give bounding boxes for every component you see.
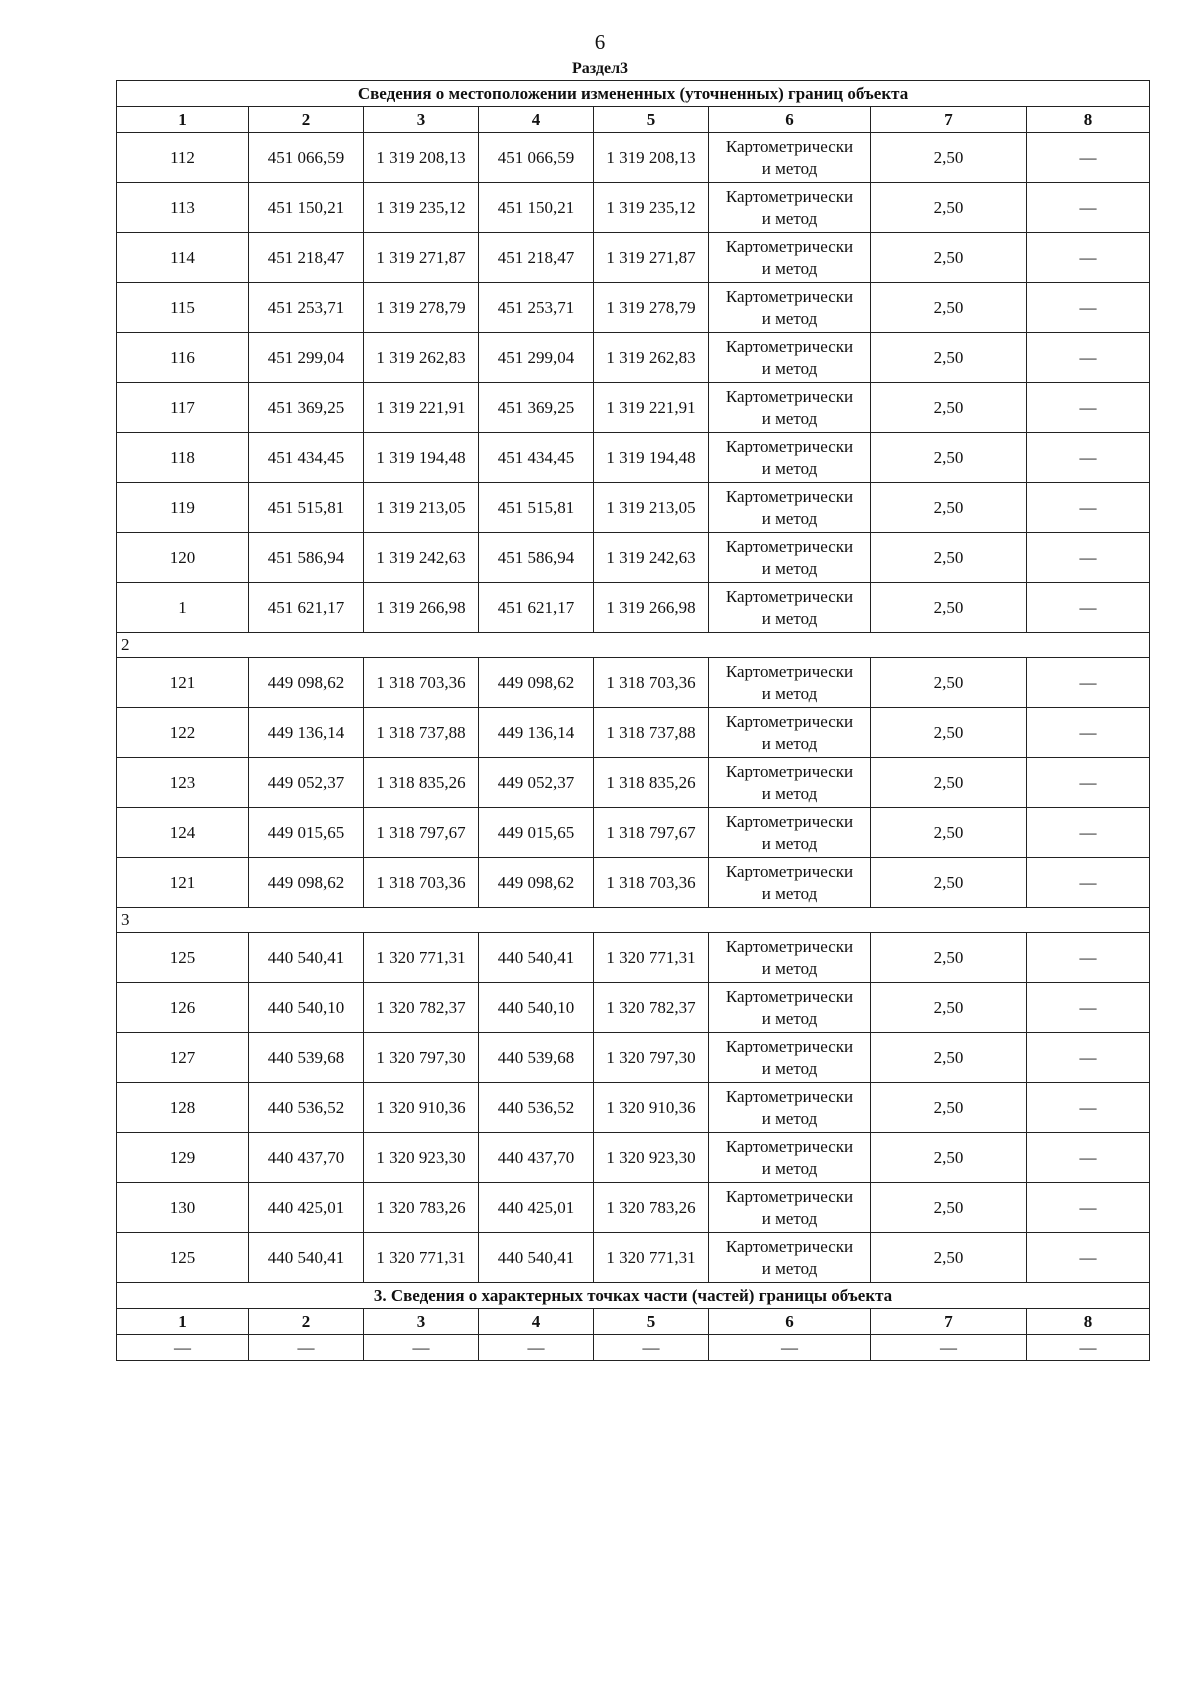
contour-group-row xyxy=(117,633,1150,658)
cell-x-existing: 440 437,70 xyxy=(249,1133,364,1183)
cell-point-number: 125 xyxy=(117,933,249,983)
cell-x-existing: 451 066,59 xyxy=(249,133,364,183)
cell-description: — xyxy=(1027,483,1150,533)
cell-y-existing: 1 318 703,36 xyxy=(364,658,479,708)
cell-point-number: 120 xyxy=(117,533,249,583)
contour-number: 3 xyxy=(117,908,1150,933)
column-header: 7 xyxy=(871,1309,1027,1335)
column-header: 1 xyxy=(117,1309,249,1335)
column-header: 1 xyxy=(117,107,249,133)
cell-accuracy: 2,50 xyxy=(871,183,1027,233)
cell-x-existing: 451 515,81 xyxy=(249,483,364,533)
table-row xyxy=(117,1033,1150,1083)
cell-description: — xyxy=(1027,133,1150,183)
cell-x-new: 451 066,59 xyxy=(479,133,594,183)
cell-x-new: 451 218,47 xyxy=(479,233,594,283)
empty-cell: — xyxy=(479,1335,594,1361)
cell-description: — xyxy=(1027,233,1150,283)
cell-method: Картометрически и метод xyxy=(709,858,871,908)
cell-point-number: 121 xyxy=(117,858,249,908)
cell-y-existing: 1 320 771,31 xyxy=(364,933,479,983)
cell-description: — xyxy=(1027,708,1150,758)
cell-x-new: 440 540,41 xyxy=(479,1233,594,1283)
cell-point-number: 114 xyxy=(117,233,249,283)
cell-y-new: 1 319 266,98 xyxy=(594,583,709,633)
table-row xyxy=(117,533,1150,583)
cell-y-existing: 1 320 771,31 xyxy=(364,1233,479,1283)
cell-y-new: 1 320 783,26 xyxy=(594,1183,709,1233)
empty-cell: — xyxy=(871,1335,1027,1361)
cell-point-number: 123 xyxy=(117,758,249,808)
cell-method: Картометрически и метод xyxy=(709,708,871,758)
cell-method: Картометрически и метод xyxy=(709,233,871,283)
cell-y-existing: 1 320 783,26 xyxy=(364,1183,479,1233)
cell-point-number: 115 xyxy=(117,283,249,333)
table-row xyxy=(117,1133,1150,1183)
cell-method: Картометрически и метод xyxy=(709,583,871,633)
cell-y-existing: 1 319 221,91 xyxy=(364,383,479,433)
cell-y-existing: 1 319 271,87 xyxy=(364,233,479,283)
cell-accuracy: 2,50 xyxy=(871,983,1027,1033)
cell-x-new: 440 540,41 xyxy=(479,933,594,983)
cell-method: Картометрически и метод xyxy=(709,483,871,533)
cell-x-new: 451 621,17 xyxy=(479,583,594,633)
cell-x-new: 451 586,94 xyxy=(479,533,594,583)
cell-x-new: 449 052,37 xyxy=(479,758,594,808)
cell-accuracy: 2,50 xyxy=(871,233,1027,283)
cell-x-new: 451 515,81 xyxy=(479,483,594,533)
cell-y-new: 1 319 208,13 xyxy=(594,133,709,183)
cell-method: Картометрически и метод xyxy=(709,433,871,483)
cell-method: Картометрически и метод xyxy=(709,933,871,983)
cell-y-new: 1 320 771,31 xyxy=(594,933,709,983)
subsection-caption: 3. Сведения о характерных точках части (частей) границы объекта xyxy=(117,1283,1150,1309)
cell-x-existing: 440 540,41 xyxy=(249,1233,364,1283)
contour-group-row xyxy=(117,908,1150,933)
column-header: 2 xyxy=(249,107,364,133)
column-header: 7 xyxy=(871,107,1027,133)
cell-x-new: 451 434,45 xyxy=(479,433,594,483)
cell-y-new: 1 318 703,36 xyxy=(594,658,709,708)
cell-x-new: 440 539,68 xyxy=(479,1033,594,1083)
cell-x-existing: 449 015,65 xyxy=(249,808,364,858)
column-header: 4 xyxy=(479,1309,594,1335)
cell-x-existing: 440 540,41 xyxy=(249,933,364,983)
cell-y-existing: 1 319 266,98 xyxy=(364,583,479,633)
column-header: 8 xyxy=(1027,1309,1150,1335)
cell-y-new: 1 318 835,26 xyxy=(594,758,709,808)
cell-y-new: 1 319 194,48 xyxy=(594,433,709,483)
cell-point-number: 113 xyxy=(117,183,249,233)
cell-accuracy: 2,50 xyxy=(871,1183,1027,1233)
table-row xyxy=(117,758,1150,808)
cell-description: — xyxy=(1027,1033,1150,1083)
cell-method: Картометрически и метод xyxy=(709,133,871,183)
empty-cell: — xyxy=(364,1335,479,1361)
cell-x-existing: 449 098,62 xyxy=(249,658,364,708)
column-header: 6 xyxy=(709,1309,871,1335)
cell-description: — xyxy=(1027,1183,1150,1233)
cell-x-new: 449 098,62 xyxy=(479,858,594,908)
cell-y-existing: 1 320 923,30 xyxy=(364,1133,479,1183)
cell-x-new: 449 136,14 xyxy=(479,708,594,758)
column-header: 4 xyxy=(479,107,594,133)
cell-accuracy: 2,50 xyxy=(871,133,1027,183)
cell-accuracy: 2,50 xyxy=(871,758,1027,808)
cell-y-existing: 1 319 194,48 xyxy=(364,433,479,483)
subsection-caption-row xyxy=(117,1283,1150,1309)
cell-method: Картометрически и метод xyxy=(709,383,871,433)
cell-x-existing: 440 540,10 xyxy=(249,983,364,1033)
column-header-row xyxy=(117,107,1150,133)
cell-description: — xyxy=(1027,433,1150,483)
cell-method: Картометрически и метод xyxy=(709,1183,871,1233)
cell-x-new: 440 540,10 xyxy=(479,983,594,1033)
cell-accuracy: 2,50 xyxy=(871,333,1027,383)
cell-y-new: 1 320 910,36 xyxy=(594,1083,709,1133)
cell-y-new: 1 320 797,30 xyxy=(594,1033,709,1083)
cell-y-new: 1 320 771,31 xyxy=(594,1233,709,1283)
cell-x-existing: 451 434,45 xyxy=(249,433,364,483)
column-header: 3 xyxy=(364,1309,479,1335)
column-header: 2 xyxy=(249,1309,364,1335)
subsection-row xyxy=(117,1335,1150,1361)
empty-cell: — xyxy=(594,1335,709,1361)
cell-y-existing: 1 320 910,36 xyxy=(364,1083,479,1133)
table-row xyxy=(117,858,1150,908)
cell-method: Картометрически и метод xyxy=(709,183,871,233)
cell-y-new: 1 320 782,37 xyxy=(594,983,709,1033)
cell-accuracy: 2,50 xyxy=(871,858,1027,908)
cell-x-existing: 451 253,71 xyxy=(249,283,364,333)
cell-x-new: 440 437,70 xyxy=(479,1133,594,1183)
table-row xyxy=(117,808,1150,858)
cell-x-existing: 451 299,04 xyxy=(249,333,364,383)
cell-description: — xyxy=(1027,283,1150,333)
cell-x-existing: 451 218,47 xyxy=(249,233,364,283)
table-row xyxy=(117,283,1150,333)
cell-x-new: 449 098,62 xyxy=(479,658,594,708)
table-row xyxy=(117,583,1150,633)
cell-y-new: 1 319 221,91 xyxy=(594,383,709,433)
cell-description: — xyxy=(1027,383,1150,433)
contour-number: 2 xyxy=(117,633,1150,658)
cell-description: — xyxy=(1027,183,1150,233)
cell-point-number: 122 xyxy=(117,708,249,758)
cell-y-new: 1 319 271,87 xyxy=(594,233,709,283)
table-row xyxy=(117,658,1150,708)
cell-accuracy: 2,50 xyxy=(871,1133,1027,1183)
cell-description: — xyxy=(1027,658,1150,708)
column-header: 8 xyxy=(1027,107,1150,133)
table-row xyxy=(117,933,1150,983)
cell-method: Картометрически и метод xyxy=(709,1033,871,1083)
cell-y-new: 1 318 737,88 xyxy=(594,708,709,758)
cell-description: — xyxy=(1027,583,1150,633)
cell-accuracy: 2,50 xyxy=(871,708,1027,758)
cell-accuracy: 2,50 xyxy=(871,533,1027,583)
cell-description: — xyxy=(1027,333,1150,383)
cell-accuracy: 2,50 xyxy=(871,1233,1027,1283)
empty-cell: — xyxy=(117,1335,249,1361)
cell-accuracy: 2,50 xyxy=(871,383,1027,433)
cell-y-existing: 1 319 208,13 xyxy=(364,133,479,183)
cell-point-number: 125 xyxy=(117,1233,249,1283)
cell-y-existing: 1 318 703,36 xyxy=(364,858,479,908)
cell-x-existing: 440 539,68 xyxy=(249,1033,364,1083)
cell-x-new: 451 369,25 xyxy=(479,383,594,433)
table-row xyxy=(117,333,1150,383)
cell-y-existing: 1 319 242,63 xyxy=(364,533,479,583)
table-caption: Сведения о местоположении измененных (уточненных) границ объекта xyxy=(117,81,1150,107)
cell-accuracy: 2,50 xyxy=(871,433,1027,483)
cell-point-number: 126 xyxy=(117,983,249,1033)
section-title: Раздел3 xyxy=(571,60,629,77)
cell-point-number: 129 xyxy=(117,1133,249,1183)
cell-point-number: 1 xyxy=(117,583,249,633)
cell-point-number: 112 xyxy=(117,133,249,183)
cell-description: — xyxy=(1027,533,1150,583)
cell-accuracy: 2,50 xyxy=(871,583,1027,633)
cell-y-existing: 1 319 213,05 xyxy=(364,483,479,533)
table-row xyxy=(117,233,1150,283)
cell-y-existing: 1 319 278,79 xyxy=(364,283,479,333)
cell-y-new: 1 319 242,63 xyxy=(594,533,709,583)
cell-x-new: 440 536,52 xyxy=(479,1083,594,1133)
cell-point-number: 119 xyxy=(117,483,249,533)
cell-x-existing: 440 536,52 xyxy=(249,1083,364,1133)
cell-description: — xyxy=(1027,758,1150,808)
cell-method: Картометрически и метод xyxy=(709,283,871,333)
cell-y-new: 1 319 262,83 xyxy=(594,333,709,383)
table-row xyxy=(117,1083,1150,1133)
cell-method: Картометрически и метод xyxy=(709,333,871,383)
cell-x-existing: 451 150,21 xyxy=(249,183,364,233)
cell-x-existing: 451 621,17 xyxy=(249,583,364,633)
cell-point-number: 121 xyxy=(117,658,249,708)
table-row xyxy=(117,433,1150,483)
cell-accuracy: 2,50 xyxy=(871,808,1027,858)
table-caption-row xyxy=(117,81,1150,107)
cell-description: — xyxy=(1027,1083,1150,1133)
empty-cell: — xyxy=(1027,1335,1150,1361)
column-header: 5 xyxy=(594,1309,709,1335)
cell-point-number: 124 xyxy=(117,808,249,858)
table-row xyxy=(117,133,1150,183)
cell-method: Картометрически и метод xyxy=(709,808,871,858)
table-row xyxy=(117,983,1150,1033)
cell-x-new: 451 253,71 xyxy=(479,283,594,333)
table-row xyxy=(117,183,1150,233)
cell-y-new: 1 320 923,30 xyxy=(594,1133,709,1183)
cell-method: Картометрически и метод xyxy=(709,1133,871,1183)
cell-method: Картометрически и метод xyxy=(709,658,871,708)
page-number: 6 xyxy=(594,30,606,54)
cell-description: — xyxy=(1027,1233,1150,1283)
table-row xyxy=(117,1233,1150,1283)
cell-point-number: 130 xyxy=(117,1183,249,1233)
cell-y-existing: 1 318 737,88 xyxy=(364,708,479,758)
cell-y-existing: 1 318 835,26 xyxy=(364,758,479,808)
cell-y-new: 1 319 213,05 xyxy=(594,483,709,533)
cell-point-number: 118 xyxy=(117,433,249,483)
cell-y-new: 1 318 703,36 xyxy=(594,858,709,908)
cell-x-existing: 451 369,25 xyxy=(249,383,364,433)
table-row xyxy=(117,383,1150,433)
cell-y-existing: 1 318 797,67 xyxy=(364,808,479,858)
cell-x-new: 440 425,01 xyxy=(479,1183,594,1233)
cell-y-existing: 1 319 262,83 xyxy=(364,333,479,383)
cell-accuracy: 2,50 xyxy=(871,658,1027,708)
cell-y-new: 1 319 235,12 xyxy=(594,183,709,233)
cell-y-new: 1 318 797,67 xyxy=(594,808,709,858)
cell-description: — xyxy=(1027,1133,1150,1183)
cell-accuracy: 2,50 xyxy=(871,483,1027,533)
empty-cell: — xyxy=(249,1335,364,1361)
cell-x-new: 451 299,04 xyxy=(479,333,594,383)
cell-description: — xyxy=(1027,933,1150,983)
cell-accuracy: 2,50 xyxy=(871,933,1027,983)
table-row xyxy=(117,483,1150,533)
cell-y-existing: 1 320 797,30 xyxy=(364,1033,479,1083)
table-row xyxy=(117,708,1150,758)
cell-description: — xyxy=(1027,983,1150,1033)
cell-x-existing: 449 052,37 xyxy=(249,758,364,808)
cell-point-number: 117 xyxy=(117,383,249,433)
cell-accuracy: 2,50 xyxy=(871,1083,1027,1133)
cell-accuracy: 2,50 xyxy=(871,1033,1027,1083)
column-header: 3 xyxy=(364,107,479,133)
cell-method: Картометрически и метод xyxy=(709,758,871,808)
cell-x-new: 449 015,65 xyxy=(479,808,594,858)
cell-x-new: 451 150,21 xyxy=(479,183,594,233)
cell-accuracy: 2,50 xyxy=(871,283,1027,333)
column-header: 6 xyxy=(709,107,871,133)
cell-x-existing: 449 098,62 xyxy=(249,858,364,908)
cell-method: Картометрически и метод xyxy=(709,983,871,1033)
cell-method: Картометрически и метод xyxy=(709,533,871,583)
table-row xyxy=(117,1183,1150,1233)
cell-y-existing: 1 319 235,12 xyxy=(364,183,479,233)
coordinates-table xyxy=(116,80,1150,1361)
cell-point-number: 128 xyxy=(117,1083,249,1133)
cell-description: — xyxy=(1027,808,1150,858)
column-header: 5 xyxy=(594,107,709,133)
cell-x-existing: 451 586,94 xyxy=(249,533,364,583)
cell-y-existing: 1 320 782,37 xyxy=(364,983,479,1033)
subsection-header-row xyxy=(117,1309,1150,1335)
cell-method: Картометрически и метод xyxy=(709,1083,871,1133)
cell-method: Картометрически и метод xyxy=(709,1233,871,1283)
cell-point-number: 116 xyxy=(117,333,249,383)
cell-y-new: 1 319 278,79 xyxy=(594,283,709,333)
empty-cell: — xyxy=(709,1335,871,1361)
cell-x-existing: 449 136,14 xyxy=(249,708,364,758)
cell-x-existing: 440 425,01 xyxy=(249,1183,364,1233)
cell-point-number: 127 xyxy=(117,1033,249,1083)
cell-description: — xyxy=(1027,858,1150,908)
